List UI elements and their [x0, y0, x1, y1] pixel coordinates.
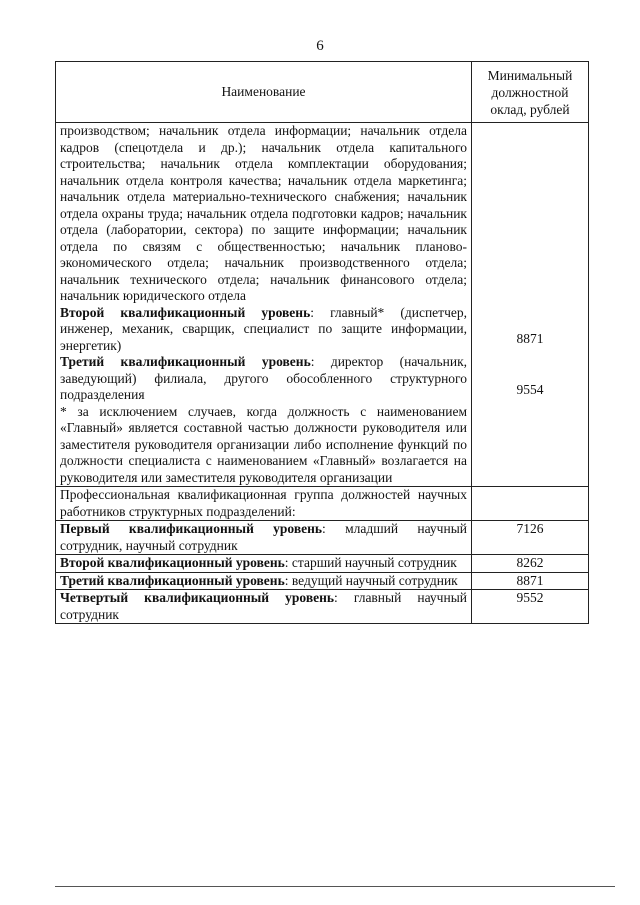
- salary-value: 7126: [472, 521, 589, 555]
- level-text: : директор (начальник, заведующий) филиала, другого обособленного структурного подразделения: [60, 354, 467, 402]
- salary-table: [55, 61, 589, 624]
- table-row: [56, 521, 589, 555]
- table-row: [56, 555, 589, 573]
- table-row: [56, 590, 589, 624]
- salary-value: 9554: [516, 381, 544, 397]
- footnote: * за исключением случаев, когда должность с наименованием «Главный» является составной частью должности руководителя или заместителя руководителя организации либо исполнение функций по должности специалиста с наименованием «Главный» возлагается на руководителя или заместителя руководителя организации: [60, 403, 467, 485]
- header-name: Наименование: [56, 62, 472, 123]
- level-title: Второй квалификационный уровень: [60, 555, 285, 570]
- salary-cell: [472, 123, 589, 487]
- table-header-row: [56, 62, 589, 123]
- level-text: : ведущий научный сотрудник: [284, 572, 458, 588]
- level-title: Четвертый квалификационный уровень: [60, 590, 335, 605]
- salary-value: 9552: [472, 590, 589, 624]
- group-title: Профессиональная квалификационная группа должностей научных работников структурных подразделений:: [56, 487, 472, 521]
- continuation-text: производством; начальник отдела информации; начальник отдела кадров (спецотдела и др.); начальник отдела капитального строительства; начальник отдела комплектации оборудования; начальник отдела контроля качества; начальник отдела маркетинга; начальник отдела материально-технического снабжения; начальник отдела охраны труда; начальник отдела подготовки кадров; начальник отдела (лаборатории, сектора) по защите информации; начальник отдела по связям с общественностью; начальник планово-экономического отдела; начальник производственного отдела; начальник технического отдела; начальник финансового отдела; начальник юридического отдела: [60, 123, 467, 303]
- position-cell: [56, 555, 472, 573]
- level-entry: [60, 305, 467, 355]
- level-title: Третий квалификационный уровень: [60, 572, 285, 588]
- level-title: Третий квалификационный уровень: [60, 354, 311, 369]
- header-salary: Минимальный должностной оклад, рублей: [472, 62, 589, 123]
- position-cell: [56, 572, 472, 590]
- position-cell: [56, 590, 472, 624]
- salary-value: 8871: [516, 331, 544, 346]
- position-cell: [56, 123, 472, 487]
- table-row: [56, 123, 589, 487]
- table-row: [56, 572, 589, 590]
- table-row: [56, 487, 589, 521]
- level-text: : старший научный сотрудник: [284, 555, 457, 570]
- bottom-rule: [55, 886, 615, 887]
- page-number: 6: [316, 38, 324, 54]
- level-text: : младший научный сотрудник, научный сотрудник: [60, 521, 467, 553]
- salary-value: 8262: [472, 555, 589, 573]
- salary-value: 8871: [472, 572, 589, 590]
- level-title: Первый квалификационный уровень: [60, 521, 323, 536]
- salary-cell-empty: [472, 487, 589, 521]
- level-text: : главный научный сотрудник: [60, 590, 467, 622]
- level-text: : главный* (диспетчер, инженер, механик, сварщик, специалист по защите информации, энергетик): [60, 304, 467, 353]
- level-entry: [60, 354, 467, 404]
- level-title: Второй квалификационный уровень: [60, 304, 311, 320]
- position-cell: [56, 521, 472, 555]
